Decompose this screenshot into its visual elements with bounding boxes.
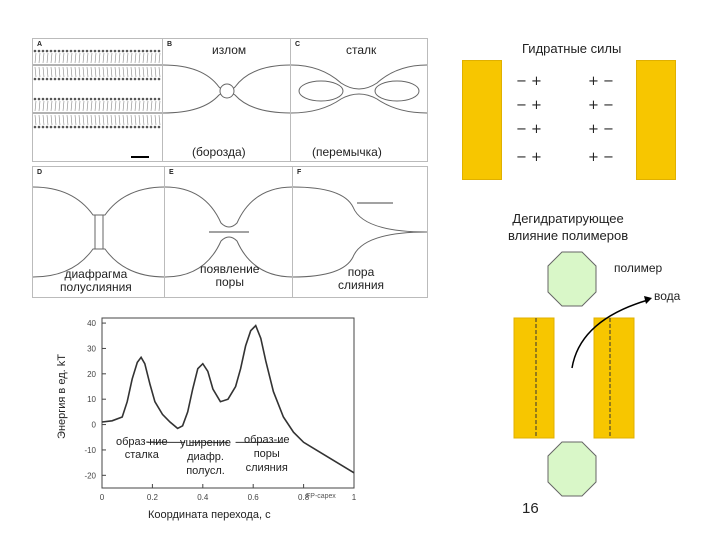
y-tick-label: 10 bbox=[87, 395, 96, 405]
energy-plot-svg bbox=[68, 310, 368, 538]
polymer-label: полимер bbox=[614, 261, 663, 275]
widening-stage-line3: полусл. bbox=[186, 465, 225, 477]
fusion-pore-line1: пора bbox=[347, 265, 375, 279]
stalk-stage-line1: образ-ние bbox=[116, 436, 168, 448]
polymer-title bbox=[508, 210, 628, 244]
y-tick-label: 30 bbox=[87, 344, 96, 354]
pore-stage-line3: слияния bbox=[245, 462, 288, 474]
left-charge-4: − + bbox=[516, 150, 542, 165]
y-tick-label: 20 bbox=[87, 369, 96, 379]
left-charge-1: − + bbox=[516, 74, 542, 89]
pore-stage-line1: образ-ие bbox=[244, 434, 290, 446]
x-tick-label: 0.8 bbox=[298, 493, 310, 502]
right-charge-2: + − bbox=[588, 98, 614, 113]
left-charge-2: − + bbox=[516, 98, 542, 113]
water-arrow bbox=[572, 300, 648, 368]
diaphragm-label-line1: диафрагма bbox=[64, 267, 128, 281]
membrane-bilayer-flat-drawing bbox=[33, 39, 163, 161]
widening-stage-line1: уширение bbox=[180, 437, 232, 449]
pore-stage-label bbox=[244, 433, 290, 475]
left-charge-3: − + bbox=[516, 122, 542, 137]
right-membrane-bar bbox=[636, 60, 676, 180]
pore-appearance-line1: появление bbox=[200, 262, 260, 276]
polymer-octagon-top bbox=[548, 252, 596, 306]
page-number: 16 bbox=[522, 500, 539, 517]
fusion-pore-label bbox=[338, 266, 384, 292]
left-membrane-bar bbox=[462, 60, 502, 180]
y-tick-label: 40 bbox=[87, 319, 96, 329]
water-arrow-head bbox=[644, 296, 652, 304]
panel-a bbox=[32, 38, 164, 162]
kink-label: излом bbox=[212, 43, 247, 57]
left-polymer-membrane bbox=[514, 318, 554, 438]
panel-letter: D bbox=[37, 169, 43, 176]
panel-letter: C bbox=[295, 41, 301, 48]
energy-plot bbox=[68, 310, 368, 538]
stalk-stage-label bbox=[116, 436, 168, 462]
x-tick-label: 1 bbox=[351, 493, 357, 502]
panel-letter: B bbox=[167, 41, 173, 48]
membrane-kink-drawing bbox=[163, 39, 291, 161]
polymer-octagon-bottom bbox=[548, 442, 596, 496]
panel-letter: A bbox=[37, 41, 43, 48]
x-tick-label: 0 bbox=[99, 493, 105, 502]
hydration-title: Гидратные силы bbox=[522, 41, 622, 56]
fusion-pore-line2: слияния bbox=[338, 278, 385, 292]
widening-stage-label bbox=[180, 436, 231, 478]
bridge-label: (перемычка) bbox=[312, 145, 382, 159]
energy-ylabel: Энергия в ед. kT bbox=[55, 354, 68, 439]
right-charge-4: + − bbox=[588, 150, 614, 165]
panel-letter: F bbox=[297, 169, 302, 176]
corner-note: FP-сарех bbox=[306, 493, 336, 500]
stalk-label: сталк bbox=[346, 43, 377, 57]
right-charge-1: + − bbox=[588, 74, 614, 89]
energy-xlabel: Координата перехода, с bbox=[148, 509, 271, 521]
polymer-title-line2: влияние полимеров bbox=[508, 228, 629, 243]
stalk-stage-line2: сталка bbox=[124, 449, 159, 461]
diaphragm-label-line2: полуслияния bbox=[60, 280, 132, 294]
pore-appearance-label bbox=[200, 263, 259, 289]
pore-appearance-line2: поры bbox=[215, 275, 244, 289]
right-charge-3: + − bbox=[588, 122, 614, 137]
y-tick-label: -10 bbox=[84, 445, 96, 455]
polymer-title-line1: Дегидратирующее bbox=[512, 211, 624, 226]
membrane-stalk-drawing bbox=[291, 39, 427, 161]
x-tick-label: 0.2 bbox=[146, 493, 158, 502]
y-tick-label: -20 bbox=[84, 471, 96, 481]
water-label: вода bbox=[654, 289, 681, 303]
diaphragm-label bbox=[60, 268, 132, 294]
x-tick-label: 0.4 bbox=[197, 493, 209, 502]
pore-stage-line2: поры bbox=[253, 448, 280, 460]
panel-letter: E bbox=[169, 169, 174, 176]
x-tick-label: 0.6 bbox=[247, 493, 259, 502]
right-polymer-membrane bbox=[594, 318, 634, 438]
y-tick-label: 0 bbox=[91, 420, 96, 430]
widening-stage-line2: диафр. bbox=[187, 451, 224, 463]
furrow-label: (борозда) bbox=[192, 145, 246, 159]
